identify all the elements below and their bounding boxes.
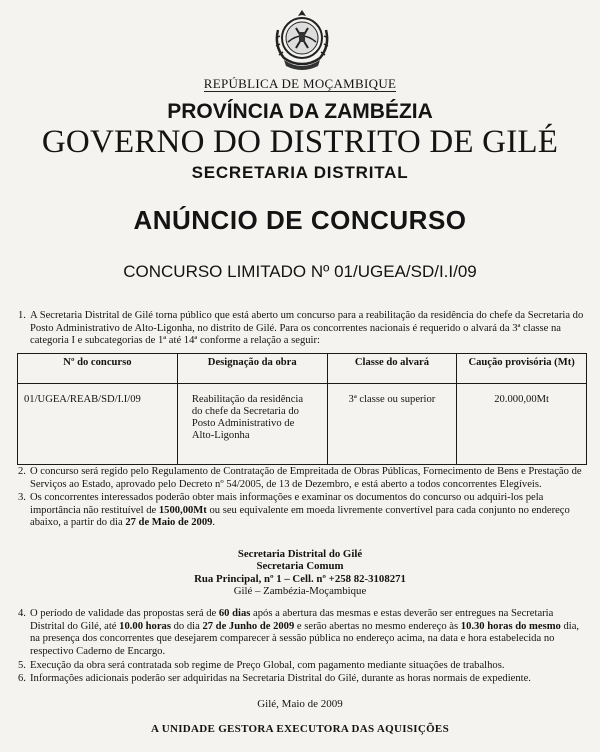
paragraph-4: [18, 608, 590, 658]
paragraph-2: [18, 466, 590, 491]
table-row: [18, 384, 587, 465]
paragraph-5: [18, 660, 590, 673]
deadline-hour: 10.00 horas: [119, 620, 171, 632]
republic-heading: REPÚBLICA DE MOÇAMBIQUE: [203, 76, 397, 91]
column-header: Caução provisória (Mt): [457, 354, 587, 384]
table-header-row: [18, 354, 587, 384]
secretariat-heading: SECRETARIA DISTRITAL: [191, 163, 409, 182]
paragraph-text: A Secretaria Distrital de Gilé torna público que está aberto um concurso para a reabilitação da residência do chefe da Secretaria do Posto Administrativo de Alto-Ligonha, no distrito de Gilé. Para os concorrentes nacionais é requerido o alvará da 3ª classe na categoria I e subcategorias de 1ª até 14ª conforme a relação a seguir:: [30, 310, 584, 347]
paragraph-text: O período de validade das propostas será de: [30, 608, 219, 619]
column-header: Nº do concurso: [18, 354, 178, 384]
government-heading: GOVERNO DO DISTRITO DE GILÉ: [41, 124, 559, 160]
signatory: A UNIDADE GESTORA EXECUTORA DAS AQUISIÇÕES: [151, 723, 449, 735]
paragraph-text: O concurso será regido pelo Regulamento de Contratação de Empreitada de Obras Públicas, Fornecimento de Bens e Prestação de Serviços ao Estado, aprovado pelo Decreto nº 54/2005, de 13 de Dezembro, e está aberto a todos concorrentes Elegíveis.: [30, 466, 582, 490]
paragraph-text: Informações adicionais poderão ser adquiridas na Secretaria Distrital do Gilé, durante as horas normais de expediente.: [30, 673, 531, 684]
province-heading: PROVÍNCIA DA ZAMBÉZIA: [167, 100, 433, 123]
paragraph-text: dia, na presença dos concorrentes que desejarem comparecer à sessão pública no endereço acima, na data e hora estabelecida no respectivo Caderno de Encargo.: [30, 620, 580, 657]
item-number: 3.: [18, 492, 26, 503]
tender-table: [17, 353, 587, 465]
paragraph-text: .: [212, 517, 216, 529]
paragraph-6: [18, 673, 590, 686]
table-cell: Reabilitação da residência do chefe da Secretaria do Posto Administrativo de Alto-Ligonha: [177, 384, 327, 465]
paragraph-text: Os concorrentes interessados poderão obter mais informações e examinar os documentos do concurso ou adquiri-los pela importância não restituível de: [30, 492, 544, 516]
paragraph-text: ou seu equivalente em moeda livremente convertível para cada conjunto no endereço abaixo, a partir do dia: [30, 504, 570, 529]
validity-days: 60 dias: [218, 608, 251, 619]
contact-address: [0, 548, 600, 598]
item-number: 2.: [18, 466, 26, 477]
fee-amount: 1500,00Mt: [158, 504, 207, 516]
deadline-date: 27 de Junho de 2009: [202, 620, 295, 632]
item-number: 1.: [18, 310, 26, 321]
tender-reference: CONCURSO LIMITADO Nº 01/UGEA/SD/I.I/09: [123, 262, 477, 281]
issue-date: Gilé, Maio de 2009: [257, 698, 343, 710]
contact-line: Gilé – Zambézia-Moçambique: [233, 585, 367, 598]
table-cell: 20.000,00Mt: [457, 384, 587, 465]
paragraph-text: após a abertura das mesmas e estas deverão ser entregues na Secretaria Distrital do Gilé, até: [30, 608, 554, 632]
table-cell: 01/UGEA/REAB/SD/I.I/09: [18, 384, 178, 465]
paragraph-text: do dia: [170, 620, 203, 632]
page-title: ANÚNCIO DE CONCURSO: [133, 205, 467, 235]
opening-hour: 10.30 horas do mesmo: [460, 620, 561, 632]
column-header: Designação da obra: [177, 354, 327, 384]
contact-line: Rua Principal, nº 1 – Cell. nº +258 82-3108271: [194, 572, 406, 585]
column-header: Classe do alvará: [327, 354, 457, 384]
paragraph-3: [18, 492, 590, 530]
paragraph-text: e serão abertas no mesmo endereço às: [294, 620, 461, 632]
paragraph-text: Execução da obra será contratada sob regime de Preço Global, com pagamento mediante situações de trabalhos.: [30, 660, 505, 671]
national-emblem-icon: [270, 8, 334, 74]
contact-line: Secretaria Distrital do Gilé: [237, 548, 363, 560]
item-number: 6.: [18, 673, 26, 684]
item-number: 4.: [18, 608, 26, 619]
item-number: 5.: [18, 660, 26, 671]
start-date: 27 de Maio de 2009: [125, 517, 213, 529]
contact-line: Secretaria Comum: [256, 560, 344, 573]
paragraph-1: [18, 310, 590, 348]
table-cell: 3ª classe ou superior: [327, 384, 457, 465]
